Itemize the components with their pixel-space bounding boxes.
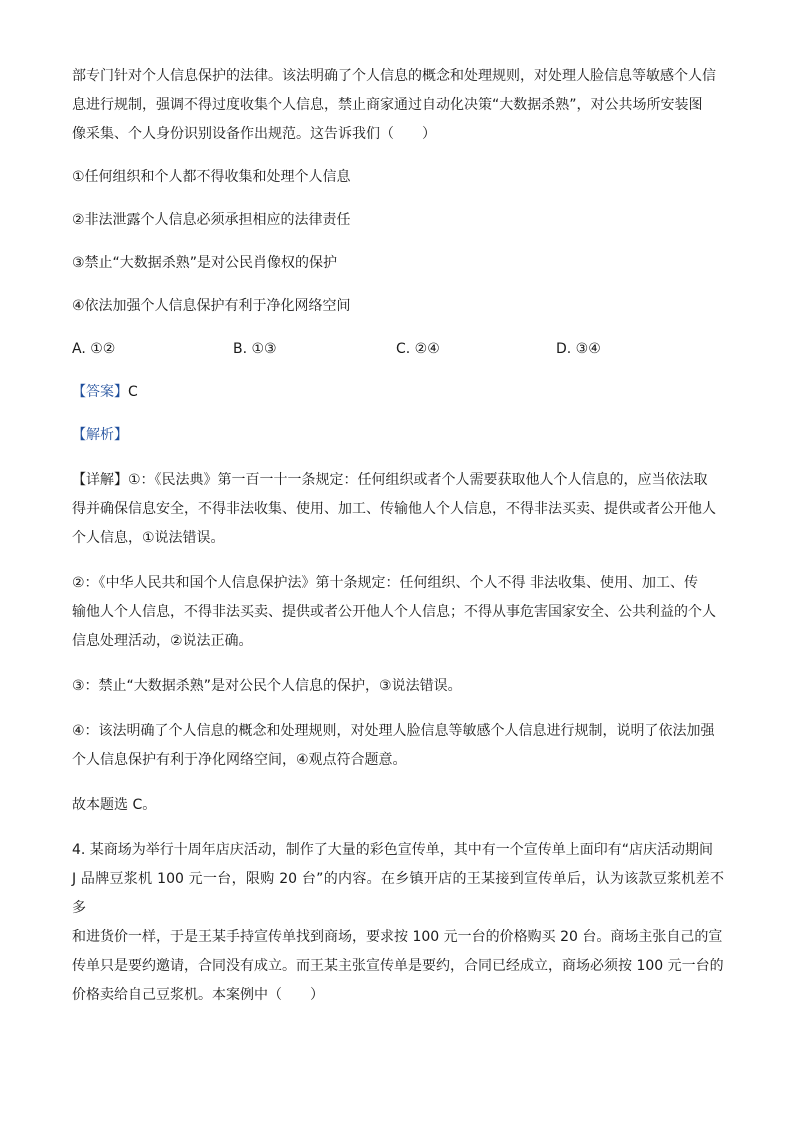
stem-line: 和进货价一样，于是王某手持宣传单找到商场，要求按 100 元一台的价格购买 20 台。商场主张自己的宣 <box>72 929 723 945</box>
answer-value: C <box>128 384 138 400</box>
answer-label: 【答案】 <box>72 384 128 400</box>
stem-line: 部专门针对个人信息保护的法律。该法明确了个人信息的概念和处理规则，对处理人脸信息等敏感个人信 <box>72 68 716 84</box>
statement-2: ②非法泄露个人信息必须承担相应的法律责任 <box>72 212 351 228</box>
statement-1: ①任何组织和个人都不得收集和处理个人信息 <box>72 169 351 185</box>
stem-line: 像采集、个人身份识别设备作出规范。这告诉我们（ ） <box>72 126 436 142</box>
statement-4: ④依法加强个人信息保护有利于净化网络空间 <box>72 298 351 314</box>
detail-line: 信息处理活动，②说法正确。 <box>72 633 253 649</box>
detail-line: 个人信息，①说法错误。 <box>72 530 225 546</box>
detail-line: 得并确保信息安全，不得非法收集、使用、加工、传输他人个人信息，不得非法买卖、提供或者公开他人 <box>72 501 716 517</box>
question3-stem <box>72 62 724 149</box>
stem-line: J 品牌豆浆机 100 元一台，限购 20 台”的内容。在乡镇开店的王某接到宣传单后，认为该款豆浆机差不多 <box>72 871 724 916</box>
option-b: B. ①③ <box>233 341 277 357</box>
question4-stem <box>72 836 724 1010</box>
detail-line: ②：《中华人民共和国个人信息保护法》第十条规定：任何组织、个人不得 非法收集、使用、加工、传 <box>72 575 698 591</box>
stem-line: 传单只是要约邀请，合同没有成立。而王某主张宣传单是要约，合同已经成立，商场必须按 100 元一台的 <box>72 958 724 974</box>
detail-paragraph-2 <box>72 569 724 656</box>
answer-line <box>72 378 724 407</box>
option-a: A. ①② <box>72 341 116 357</box>
stem-line: 价格卖给自己豆浆机。本案例中（ ） <box>72 987 324 1003</box>
analysis-label: 【解析】 <box>72 427 128 443</box>
detail-paragraph-3 <box>72 672 724 701</box>
detail-paragraph-1 <box>72 466 724 553</box>
document-page <box>72 62 724 1010</box>
detail-paragraph-4 <box>72 717 724 775</box>
detail-line: ③：禁止“大数据杀熟”是对公民个人信息的保护，③说法错误。 <box>72 678 462 694</box>
detail-line: 个人信息保护有利于净化网络空间，④观点符合题意。 <box>72 752 407 768</box>
detail-line: 【详解】①：《民法典》第一百一十一条规定：任何组织或者个人需要获取他人个人信息的，应当依法取 <box>72 472 708 488</box>
analysis-line <box>72 421 724 450</box>
detail-line: ④：该法明确了个人信息的概念和处理规则，对处理人脸信息等敏感个人信息进行规制，说明了依法加强 <box>72 723 715 739</box>
answer-options <box>72 335 724 364</box>
option-d: D. ③④ <box>556 341 601 357</box>
statement-3: ③禁止“大数据杀熟”是对公民肖像权的保护 <box>72 255 338 271</box>
option-c: C. ②④ <box>396 341 440 357</box>
detail-line: 输他人个人信息，不得非法买卖、提供或者公开他人个人信息；不得从事危害国家安全、公共利益的个人 <box>72 604 716 620</box>
conclusion: 故本题选 C。 <box>72 797 157 813</box>
stem-line: 息进行规制，强调不得过度收集个人信息，禁止商家通过自动化决策“大数据杀熟”，对公共场所安装图 <box>72 97 703 113</box>
stem-line: 4. 某商场为举行十周年店庆活动，制作了大量的彩色宣传单，其中有一个宣传单上面印有“店庆活动期间 <box>72 842 714 858</box>
